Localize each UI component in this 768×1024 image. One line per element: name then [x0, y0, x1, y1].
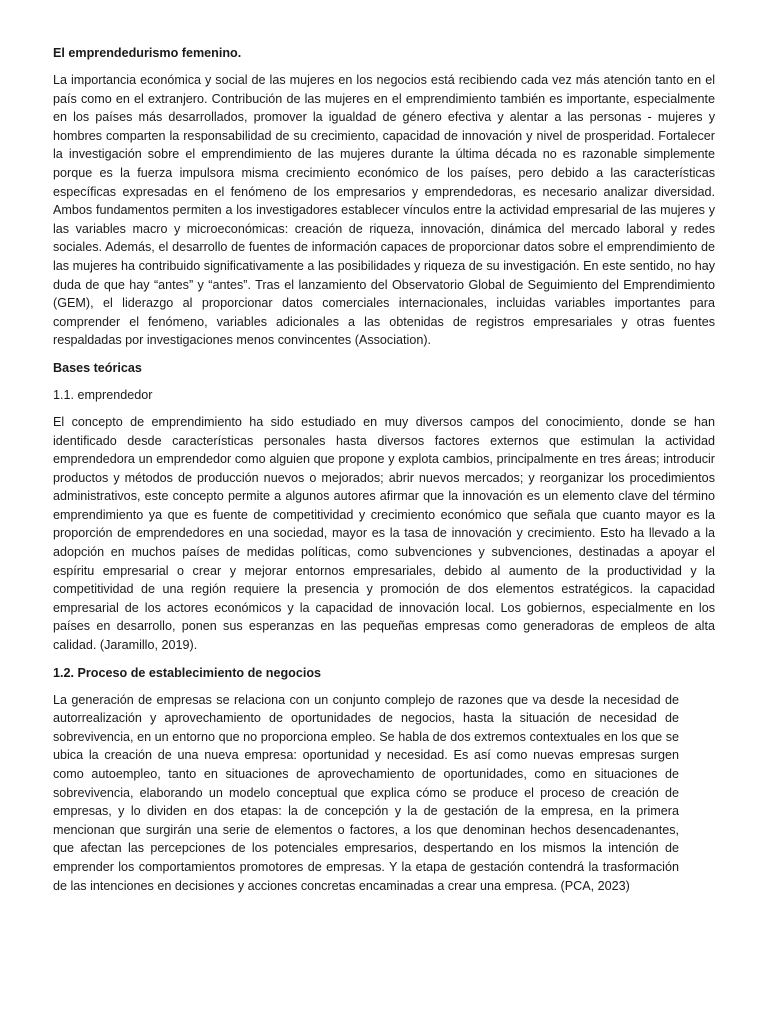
paragraph-proceso-establecimiento: La generación de empresas se relaciona con un conjunto complejo de razones que va desde la necesidad de autorrealización y aprovechamiento de oportunidades de negocios, hasta la situación de necesidad de sobrevivencia, en un entorno que no proporciona empleo. Se habla de dos extremos contextuales en los que se ubica la creación de una nueva empresa: oportunidad y necesidad. Es así como nuevas empresas surgen como autoempleo, tanto en situaciones de aprovechamiento de oportunidades, como en situaciones de sobrevivencia, elaborando un modelo conceptual que explica cómo se produce el proceso de creación de empresas, y lo dividen en dos etapas: la de concepción y la de gestación de la empresa, en la primera mencionan que surgirán una serie de elementos o factores, a los que denominan hechos desencadenantes, que afectan las percepciones de los potenciales empresarios, despertando en los mismos la intención de emprender los comportamientos promotores de empresas. Y la etapa de gestación contendrá la trasformación de las intenciones en decisiones y acciones concretas encaminadas a crear una empresa. (PCA, 2023)	[53, 692, 679, 893]
paragraph-emprendedurismo-femenino: La importancia económica y social de las mujeres en los negocios está recibiendo cada vez más atención tanto en el país como en el extranjero. Contribución de las mujeres en el emprendimiento también es importante, especialmente en los países más desarrollados, promover la igualdad de género efectiva y alentar a las personas - mujeres y hombres comparten la responsabilidad de su crecimiento, capacidad de innovación y nivel de prosperidad. Fortalecer la investigación sobre el emprendimiento de las mujeres durante la última década no es razonable simplemente porque es la fuerza impulsora misma crecimiento económico de los países, pero debido a las características específicas expresadas en el fenómeno de los empresarios y emprendedoras, es necesario analizar diversidad. Ambos fundamentos permiten a los investigadores establecer vínculos entre la actividad empresarial de las mujeres y las variables macro y microeconómicas: creación de riqueza, innovación, dinámica del mercado laboral y redes sociales. Además, el desarrollo de fuentes de información capaces de proporcionar datos sobre el emprendimiento de las mujeres ha contribuido significativamente a las posibilidades y riqueza de su investigación. En este sentido, no hay duda de que hay “antes” y “antes”. Tras el lanzamiento del Observatorio Global de Seguimiento del Emprendimiento (GEM), el liderazgo al proporcionar datos comerciales internacionales, incluidas variables importantes para comprender el fenómeno, variables adicionales a las obtenidas de registros empresariales y otras fuentes respaldadas por investigaciones menos convincentes (Association).	[53, 73, 715, 348]
section-title-bases-teoricas: Bases teóricas	[53, 360, 142, 375]
section-title-emprendedurismo-femenino: El emprendedurismo femenino.	[53, 46, 242, 60]
section-title-proceso-establecimiento: 1.2. Proceso de establecimiento de negocios	[53, 665, 322, 680]
paragraph-emprendedor: El concepto de emprendimiento ha sido estudiado en muy diversos campos del conocimiento, donde se han identificado desde características personales hasta diversos factores externos que estimulan la actividad emprendedora un emprendedor como alguien que propone y explota cambios, principalmente en tres áreas; introducir productos y métodos de producción nuevos o mejorados; abrir nuevos mercados; y reorganizar los procedimientos administrativos, este concepto permite a algunos autores afirmar que la innovación es un elemento clave del término emprendimiento ya que es fuente de competitividad y crecimiento económico que señala que cuanto mayor es la proporción de emprendedores en una sociedad, mayor es la tasa de innovación y crecimiento. Esto ha llevado a la adopción en muchos países de medidas políticas, como subvenciones y subvenciones, destinadas a apoyar el espíritu empresarial o crear y mejorar entornos empresariales, debido al aumento de la productividad y la competitividad de una región requiere la presencia y promoción de dos elementos estratégicos. la capacidad empresarial de los actores económicos y la capacidad de innovación local. Los gobiernos, especialmente en los países en desarrollo, ponen sus esperanzas en las pequeñas empresas como generadoras de empleos de alta calidad. (Jaramillo, 2019).	[53, 414, 715, 653]
subsection-title-emprendedor: 1.1. emprendedor	[53, 387, 153, 402]
